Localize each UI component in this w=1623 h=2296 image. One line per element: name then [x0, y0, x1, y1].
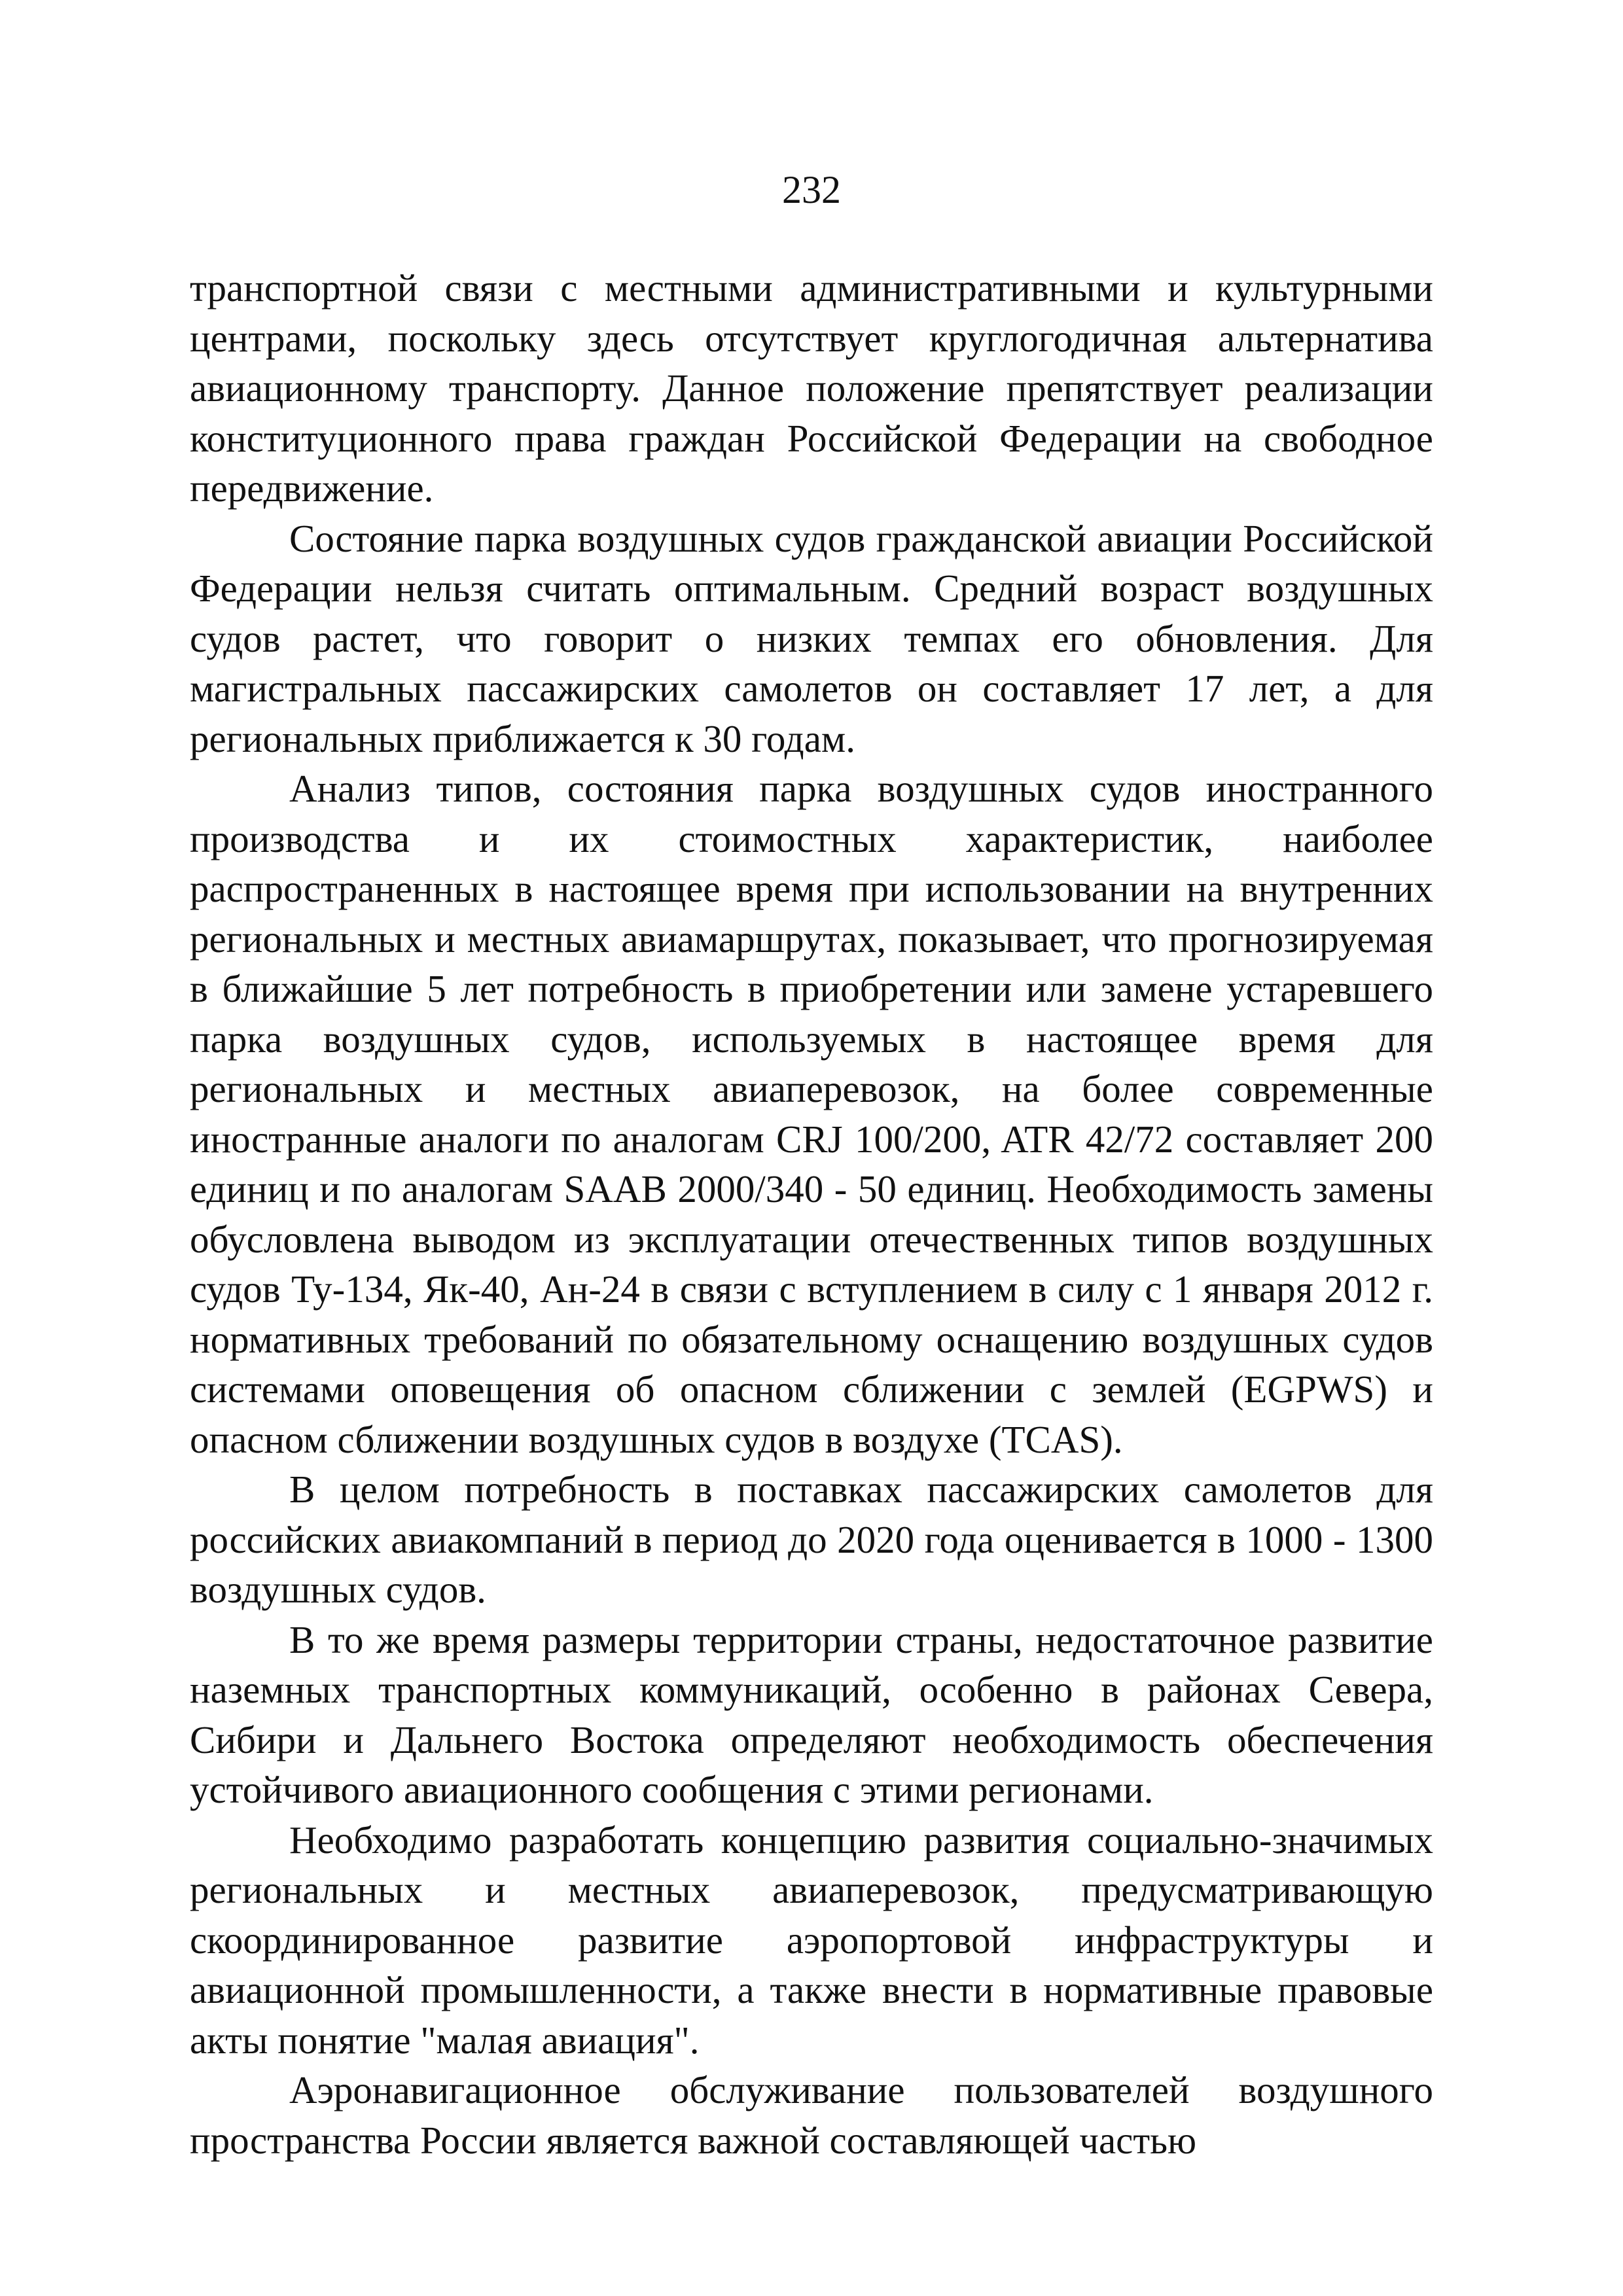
paragraph: Аэронавигационное обслуживание пользователей воздушного пространства России является важной составляющей частью	[190, 2068, 1433, 2162]
page-number: 232	[782, 168, 841, 211]
body-text	[190, 263, 1433, 2165]
paragraph: транспортной связи с местными административными и культурными центрами, поскольку здесь отсутствует круглогодичная альтернатива авиационному транспорту. Данное положение препятствует реализации конституционного права граждан Российской Федерации на свободное передвижение.	[190, 266, 1433, 510]
paragraph: Необходимо разработать концепцию развития социально-значимых региональных и местных авиаперевозок, предусматривающую скоординированное развитие аэропортовой инфраструктуры и авиационной промышленности, а также внести в нормативные правовые акты понятие "малая авиация".	[190, 1818, 1433, 2062]
paragraph: Состояние парка воздушных судов гражданской авиации Российской Федерации нельзя считать оптимальным. Средний возраст воздушных судов растет, что говорит о низких темпах его обновления. Для магистральных пассажирских самолетов он составляет 17 лет, а для региональных приближается к 30 годам.	[190, 516, 1433, 760]
paragraph: В то же время размеры территории страны, недостаточное развитие наземных транспортных коммуникаций, особенно в районах Севера, Сибири и Дальнего Востока определяют необходимость обеспечения устойчивого авиационного сообщения с этими регионами.	[190, 1617, 1433, 1811]
paragraph: Анализ типов, состояния парка воздушных судов иностранного производства и их стоимостных характеристик, наиболее распространенных в настоящее время при использовании на внутренних региональных и местных авиамаршрутах, показывает, что прогнозируемая в ближайшие 5 лет потребность в приобретении или замене устаревшего парка воздушных судов, используемых в настоящее время для региональных и местных авиаперевозок, на более современные иностранные аналоги по аналогам CRJ 100/200, ATR 42/72 составляет 200 единиц и по аналогам SAAB 2000/340 - 50 единиц. Необходимость замены обусловлена выводом из эксплуатации отечественных типов воздушных судов Ту-134, Як-40, Ан-24 в связи с вступлением в силу с 1 января 2012 г. нормативных требований по обязательному оснащению воздушных судов системами оповещения об опасном сближении с землей (EGPWS) и опасном сближении воздушных судов в воздухе (TCAS).	[190, 767, 1433, 1461]
paragraph: В целом потребность в поставках пассажирских самолетов для российских авиакомпаний в период до 2020 года оценивается в 1000 - 1300 воздушных судов.	[190, 1468, 1433, 1611]
